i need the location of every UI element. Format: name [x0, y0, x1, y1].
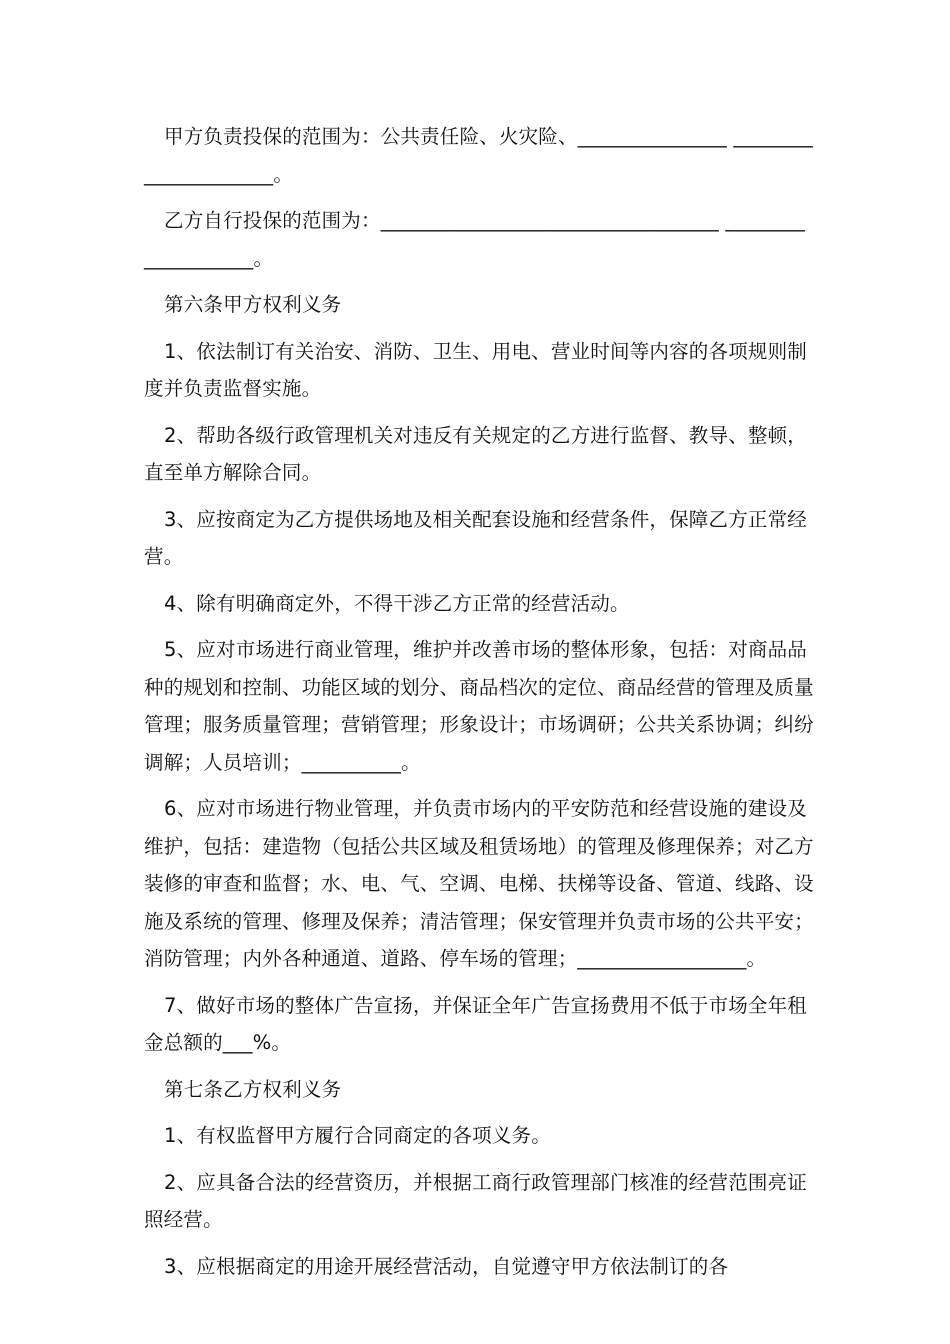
- article-six-item-5: 5、应对市场进行商业管理，维护并改善市场的整体形象，包括：对商品品种的规划和控制、功能区域的划分、商品档次的定位、商品经营的管理及质量管理；服务质量管理；营销管理；形象设计；市场调研；公共关系协调；纠纷调解；人员培训；__________。: [144, 638, 814, 774]
- paragraph-insurance-party-a: 甲方负责投保的范围为：公共责任险、火灾险、_______________ _____________________。: [144, 125, 813, 186]
- article-seven-item-1: 1、有权监督甲方履行合同商定的各项义务。: [164, 1124, 551, 1147]
- article-six-item-2: 2、帮助各级行政管理机关对违反有关规定的乙方进行监督、教导、整顿，直至单方解除合同。: [144, 423, 808, 484]
- article-six-item-6: 6、应对市场进行物业管理，并负责市场内的平安防范和经营设施的建设及维护，包括：建造物（包括公共区域及租赁场地）的管理及修理保养；对乙方装修的审查和监督；水、电、气、空调、电梯、扶梯等设备、管道、线路、设施及系统的管理、修理及保养；清洁管理；保安管理并负责市场的公共平安；消防管理；内外各种通道、道路、停车场的管理；_________________。: [144, 797, 814, 970]
- article-six-item-1: 1、依法制订有关治安、消防、卫生、用电、营业时间等内容的各项规则制度并负责监督实施。: [144, 339, 808, 400]
- article-six-heading: 第六条甲方权利义务: [164, 293, 342, 316]
- article-seven-item-2: 2、应具备合法的经营资历，并根据工商行政管理部门核准的经营范围亮证照经营。: [144, 1170, 808, 1231]
- article-six-item-7: 7、做好市场的整体广告宣扬，并保证全年广告宣扬费用不低于市场全年租金总额的___%。: [144, 993, 808, 1054]
- article-six-item-3: 3、应按商定为乙方提供场地及相关配套设施和经营条件，保障乙方正常经营。: [144, 507, 808, 568]
- article-seven-heading: 第七条乙方权利义务: [164, 1077, 342, 1101]
- article-six-item-4: 4、除有明确商定外，不得干涉乙方正常的经营活动。: [164, 591, 630, 615]
- article-seven-item-3: 3、应根据商定的用途开展经营活动，自觉遵守甲方依法制订的各: [164, 1254, 729, 1278]
- document-body: [144, 118, 814, 1294]
- paragraph-insurance-party-b: 乙方自行投保的范围为：__________________________________ ___________________。: [144, 209, 805, 270]
